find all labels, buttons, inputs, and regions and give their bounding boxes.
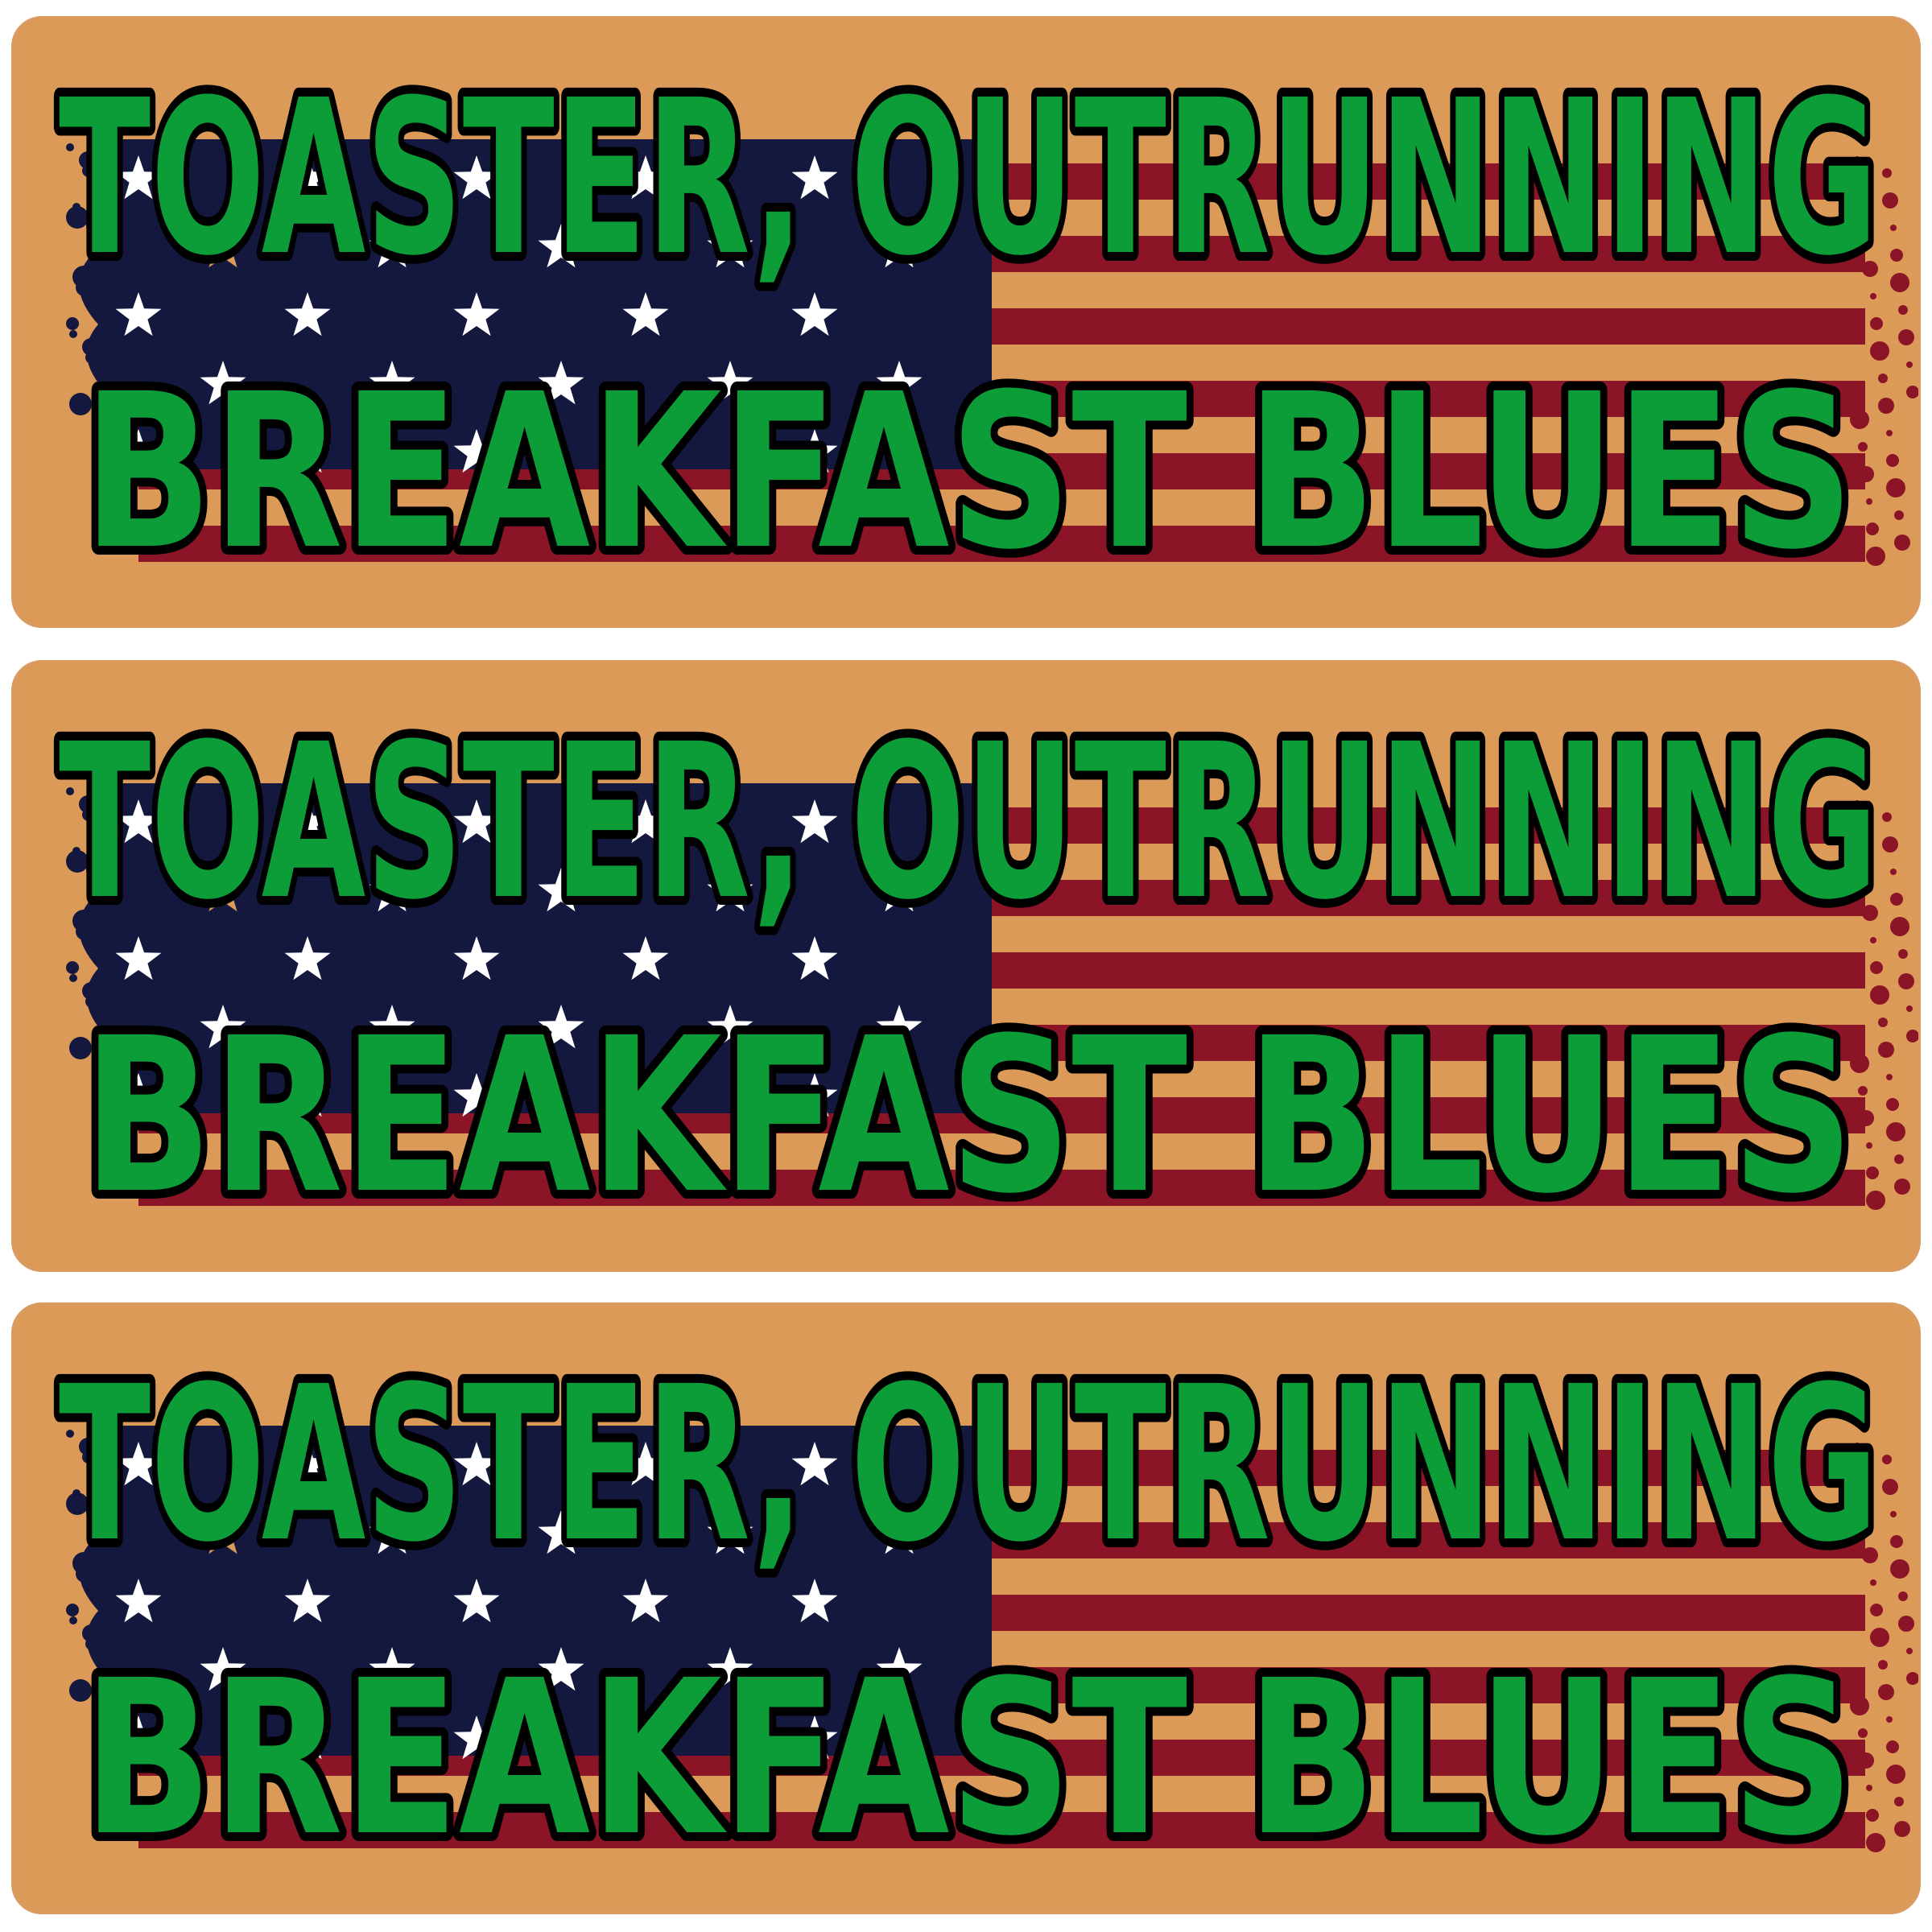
flag-splatter — [98, 1583, 106, 1591]
slogan-line-2 — [14, 312, 1921, 586]
sticker-2 — [11, 660, 1921, 1272]
flag-splatter — [1870, 937, 1876, 943]
flag-splatter — [98, 940, 106, 948]
slogan-line-2-text: BREAKFAST BLUES — [83, 993, 1854, 1230]
sticker-3 — [11, 1302, 1921, 1914]
flag-splatter — [1870, 1579, 1876, 1586]
slogan-line-1-text: TOASTER, OUTRUNNING — [59, 55, 1878, 292]
slogan-line-2-text: BREAKFAST BLUES — [83, 1635, 1854, 1872]
slogan-line-2-text: BREAKFAST BLUES — [83, 349, 1854, 586]
flag-splatter — [1870, 293, 1876, 299]
slogan-line-2 — [14, 1599, 1921, 1872]
slogan-line-1-text: TOASTER, OUTRUNNING — [59, 1341, 1878, 1579]
slogan-line-1 — [14, 663, 1921, 936]
slogan-line-1 — [14, 19, 1921, 292]
slogan-line-1-text: TOASTER, OUTRUNNING — [59, 699, 1878, 936]
slogan-line-1 — [14, 1305, 1921, 1579]
slogan-line-2 — [14, 956, 1921, 1230]
sticker-1 — [11, 16, 1921, 628]
flag-splatter — [98, 296, 106, 304]
